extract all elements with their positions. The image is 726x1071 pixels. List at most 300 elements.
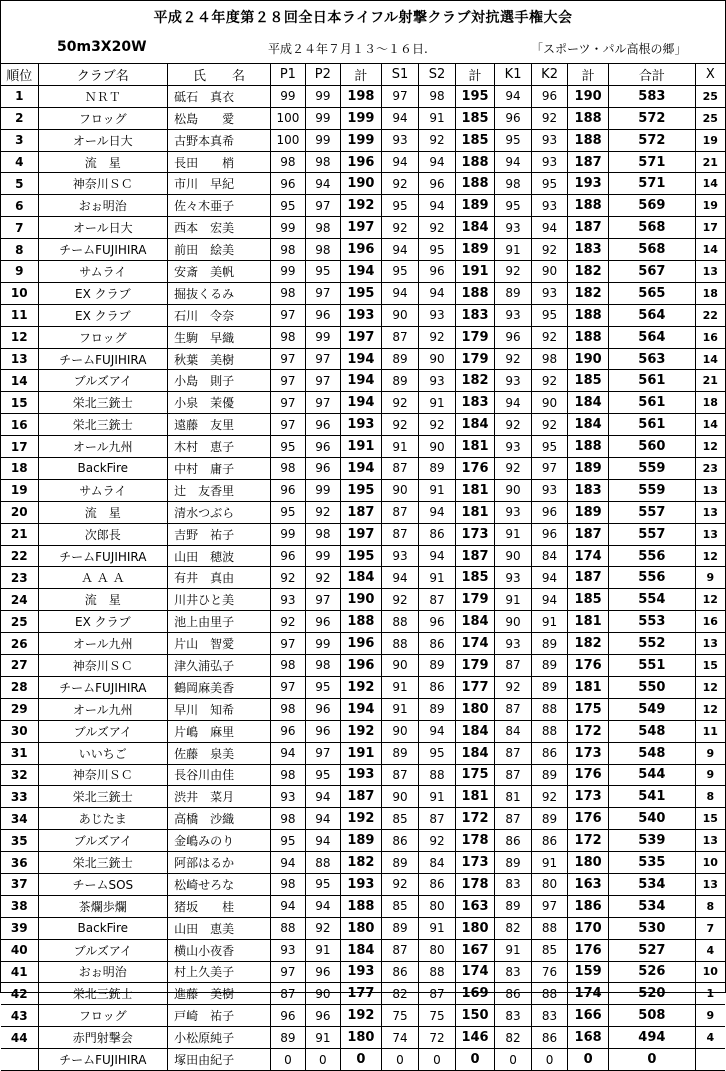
cell-s1: 82	[381, 983, 418, 1005]
cell-k2: 90	[532, 261, 568, 283]
cell-s2: 86	[418, 633, 455, 655]
cell-name: 吉野 祐子	[168, 523, 271, 545]
cell-k2: 88	[532, 698, 568, 720]
cell-s2: 93	[418, 304, 455, 326]
table-row	[1, 151, 725, 173]
cell-s-total: 150	[455, 1005, 494, 1027]
col-x: X	[695, 64, 725, 86]
cell-k-total: 182	[568, 261, 609, 283]
cell-name: 渋井 菜月	[168, 786, 271, 808]
cell-s-total: 185	[455, 567, 494, 589]
cell-name: 長田 梢	[168, 151, 271, 173]
cell-p1: 93	[270, 589, 305, 611]
cell-p1: 97	[270, 370, 305, 392]
cell-s-total: 184	[455, 611, 494, 633]
table-row	[1, 873, 725, 895]
results-table	[1, 63, 725, 1071]
cell-rank: 22	[1, 545, 38, 567]
cell-k-total: 188	[568, 107, 609, 129]
cell-k2: 88	[532, 983, 568, 1005]
cell-s2: 89	[418, 698, 455, 720]
cell-s-total: 175	[455, 764, 494, 786]
cell-s1: 87	[381, 458, 418, 480]
cell-s2: 91	[418, 392, 455, 414]
cell-club: 栄北三銃士	[38, 852, 168, 874]
cell-rank: 23	[1, 567, 38, 589]
cell-s-total: 188	[455, 173, 494, 195]
cell-grand-total: 530	[609, 917, 695, 939]
table-row	[1, 545, 725, 567]
cell-p1: 96	[270, 545, 305, 567]
cell-p2: 95	[305, 873, 340, 895]
cell-rank: 33	[1, 786, 38, 808]
table-row	[1, 392, 725, 414]
table-row	[1, 1005, 725, 1027]
cell-k-total: 182	[568, 282, 609, 304]
cell-club: おぉ明治	[38, 195, 168, 217]
cell-k-total: 168	[568, 1027, 609, 1049]
cell-p2: 96	[305, 304, 340, 326]
cell-name: 進藤 美樹	[168, 983, 271, 1005]
cell-x: 8	[695, 895, 725, 917]
cell-club: 茶爛歩爛	[38, 895, 168, 917]
cell-p-total: 194	[340, 458, 381, 480]
cell-s-total: 181	[455, 436, 494, 458]
cell-s1: 85	[381, 895, 418, 917]
cell-s1: 88	[381, 633, 418, 655]
table-row	[1, 217, 725, 239]
cell-s-total: 180	[455, 917, 494, 939]
cell-name: 生駒 早織	[168, 326, 271, 348]
cell-k1: 95	[495, 195, 532, 217]
cell-s1: 90	[381, 655, 418, 677]
cell-x: 13	[695, 633, 725, 655]
cell-s2: 89	[418, 655, 455, 677]
cell-s1: 87	[381, 501, 418, 523]
table-row	[1, 195, 725, 217]
table-row	[1, 655, 725, 677]
cell-s-total: 183	[455, 304, 494, 326]
cell-k2: 93	[532, 129, 568, 151]
cell-k2: 84	[532, 545, 568, 567]
cell-p-total: 193	[340, 764, 381, 786]
cell-s2: 87	[418, 808, 455, 830]
cell-name: 安斎 美帆	[168, 261, 271, 283]
cell-k-total: 187	[568, 567, 609, 589]
cell-p-total: 194	[340, 261, 381, 283]
cell-p1: 95	[270, 195, 305, 217]
cell-k-total: 176	[568, 939, 609, 961]
cell-s2: 92	[418, 326, 455, 348]
cell-k2: 95	[532, 304, 568, 326]
cell-s2: 87	[418, 589, 455, 611]
cell-s-total: 189	[455, 195, 494, 217]
cell-k1: 82	[495, 1027, 532, 1049]
cell-p1: 97	[270, 414, 305, 436]
table-row	[1, 764, 725, 786]
table-row	[1, 501, 725, 523]
cell-s2: 92	[418, 129, 455, 151]
cell-club: サムライ	[38, 261, 168, 283]
cell-s-total: 180	[455, 698, 494, 720]
cell-p1: 96	[270, 479, 305, 501]
cell-p2: 99	[305, 85, 340, 107]
cell-s-total: 181	[455, 786, 494, 808]
cell-k-total: 170	[568, 917, 609, 939]
cell-club: チームFUJIHIRA	[38, 676, 168, 698]
cell-p-total: 195	[340, 545, 381, 567]
cell-k-total: 175	[568, 698, 609, 720]
col-p1: P1	[270, 64, 305, 86]
cell-p1: 88	[270, 917, 305, 939]
cell-s2: 75	[418, 1005, 455, 1027]
cell-x: 18	[695, 392, 725, 414]
cell-rank: 1	[1, 85, 38, 107]
cell-k1: 81	[495, 786, 532, 808]
cell-p2: 92	[305, 567, 340, 589]
cell-x: 16	[695, 611, 725, 633]
cell-p1: 93	[270, 786, 305, 808]
cell-p1: 96	[270, 720, 305, 742]
cell-s1: 92	[381, 392, 418, 414]
cell-p1: 87	[270, 983, 305, 1005]
cell-s1: 89	[381, 348, 418, 370]
cell-club: 赤門射撃会	[38, 1027, 168, 1049]
cell-k2: 95	[532, 173, 568, 195]
cell-x: 14	[695, 348, 725, 370]
cell-k-total: 172	[568, 720, 609, 742]
cell-name: 松崎せろな	[168, 873, 271, 895]
cell-s-total: 182	[455, 370, 494, 392]
cell-k1: 94	[495, 151, 532, 173]
cell-rank: 20	[1, 501, 38, 523]
cell-s1: 74	[381, 1027, 418, 1049]
cell-p2: 98	[305, 151, 340, 173]
cell-k2: 96	[532, 85, 568, 107]
cell-p1: 89	[270, 1027, 305, 1049]
table-row	[1, 895, 725, 917]
cell-s-total: 167	[455, 939, 494, 961]
cell-p2: 96	[305, 720, 340, 742]
cell-name: 前田 絵美	[168, 239, 271, 261]
cell-s-total: 179	[455, 326, 494, 348]
cell-k2: 86	[532, 742, 568, 764]
cell-k1: 87	[495, 655, 532, 677]
cell-club: Ａ Ａ Ａ	[38, 567, 168, 589]
cell-x: 25	[695, 85, 725, 107]
cell-s-total: 187	[455, 545, 494, 567]
cell-k2: 91	[532, 852, 568, 874]
cell-club: 栄北三銃士	[38, 392, 168, 414]
table-row	[1, 85, 725, 107]
cell-p1: 98	[270, 151, 305, 173]
cell-name: 早川 知希	[168, 698, 271, 720]
cell-s1: 92	[381, 414, 418, 436]
cell-grand-total: 564	[609, 304, 695, 326]
cell-s1: 94	[381, 107, 418, 129]
cell-s-total: 184	[455, 720, 494, 742]
cell-rank: 31	[1, 742, 38, 764]
cell-s-total: 185	[455, 129, 494, 151]
cell-k1: 86	[495, 983, 532, 1005]
cell-club: 栄北三銃士	[38, 983, 168, 1005]
cell-grand-total: 561	[609, 414, 695, 436]
cell-p-total: 199	[340, 129, 381, 151]
cell-p-total: 191	[340, 742, 381, 764]
cell-rank	[1, 1049, 38, 1071]
cell-x: 12	[695, 676, 725, 698]
cell-x: 22	[695, 304, 725, 326]
cell-k2: 92	[532, 370, 568, 392]
cell-rank: 41	[1, 961, 38, 983]
cell-grand-total: 568	[609, 217, 695, 239]
cell-s2: 92	[418, 414, 455, 436]
cell-s1: 75	[381, 1005, 418, 1027]
cell-rank: 40	[1, 939, 38, 961]
cell-club: オール九州	[38, 633, 168, 655]
cell-club: オール日大	[38, 217, 168, 239]
cell-k-total: 193	[568, 173, 609, 195]
cell-s1: 92	[381, 173, 418, 195]
cell-p2: 97	[305, 348, 340, 370]
cell-rank: 3	[1, 129, 38, 151]
cell-k2: 86	[532, 830, 568, 852]
cell-k-total: 188	[568, 326, 609, 348]
cell-name: 市川 早紀	[168, 173, 271, 195]
cell-k-total: 189	[568, 458, 609, 480]
cell-p-total: 188	[340, 895, 381, 917]
table-row	[1, 786, 725, 808]
cell-s-total: 179	[455, 589, 494, 611]
cell-rank: 7	[1, 217, 38, 239]
cell-grand-total: 567	[609, 261, 695, 283]
cell-x: 13	[695, 873, 725, 895]
cell-s1: 91	[381, 436, 418, 458]
cell-s1: 86	[381, 830, 418, 852]
cell-p-total: 188	[340, 611, 381, 633]
cell-rank: 11	[1, 304, 38, 326]
cell-club: フロッグ	[38, 326, 168, 348]
cell-club: いいちご	[38, 742, 168, 764]
cell-k1: 98	[495, 173, 532, 195]
cell-p2: 99	[305, 633, 340, 655]
cell-p1: 97	[270, 676, 305, 698]
cell-x	[695, 1049, 725, 1071]
cell-s1: 92	[381, 589, 418, 611]
cell-k1: 91	[495, 589, 532, 611]
cell-s2: 88	[418, 764, 455, 786]
cell-x: 9	[695, 742, 725, 764]
cell-rank: 35	[1, 830, 38, 852]
cell-x: 8	[695, 786, 725, 808]
cell-k-total: 184	[568, 392, 609, 414]
cell-p2: 94	[305, 830, 340, 852]
cell-s-total: 0	[455, 1049, 494, 1071]
cell-s2: 84	[418, 852, 455, 874]
cell-k-total: 181	[568, 611, 609, 633]
cell-s1: 87	[381, 764, 418, 786]
cell-p1: 98	[270, 326, 305, 348]
col-club: クラブ名	[38, 64, 168, 86]
cell-p1: 95	[270, 501, 305, 523]
cell-s1: 91	[381, 676, 418, 698]
cell-club: 流 星	[38, 501, 168, 523]
cell-s2: 88	[418, 961, 455, 983]
cell-k1: 90	[495, 545, 532, 567]
cell-grand-total: 557	[609, 523, 695, 545]
cell-s-total: 188	[455, 282, 494, 304]
cell-club: オール九州	[38, 698, 168, 720]
cell-s-total: 188	[455, 151, 494, 173]
cell-p-total: 184	[340, 567, 381, 589]
cell-s2: 94	[418, 195, 455, 217]
cell-s1: 0	[381, 1049, 418, 1071]
cell-p-total: 177	[340, 983, 381, 1005]
cell-p-total: 194	[340, 370, 381, 392]
cell-p-total: 199	[340, 107, 381, 129]
cell-club: BackFire	[38, 917, 168, 939]
cell-p1: 93	[270, 939, 305, 961]
cell-rank: 28	[1, 676, 38, 698]
cell-club: チームFUJIHIRA	[38, 545, 168, 567]
cell-rank: 19	[1, 479, 38, 501]
cell-club: 栄北三銃士	[38, 414, 168, 436]
cell-p2: 88	[305, 852, 340, 874]
cell-grand-total: 548	[609, 720, 695, 742]
cell-rank: 16	[1, 414, 38, 436]
cell-name: 辻 友香里	[168, 479, 271, 501]
cell-club: ブルズアイ	[38, 939, 168, 961]
cell-k1: 0	[495, 1049, 532, 1071]
cell-p2: 94	[305, 895, 340, 917]
cell-s2: 94	[418, 501, 455, 523]
cell-p-total: 192	[340, 1005, 381, 1027]
cell-name: 松島 愛	[168, 107, 271, 129]
cell-k-total: 0	[568, 1049, 609, 1071]
cell-p1: 98	[270, 764, 305, 786]
cell-p1: 100	[270, 107, 305, 129]
cell-p-total: 0	[340, 1049, 381, 1071]
cell-club: EX クラブ	[38, 611, 168, 633]
cell-k-total: 181	[568, 676, 609, 698]
table-row	[1, 589, 725, 611]
cell-x: 10	[695, 961, 725, 983]
cell-k1: 83	[495, 1005, 532, 1027]
cell-rank: 2	[1, 107, 38, 129]
cell-p-total: 182	[340, 852, 381, 874]
cell-s-total: 184	[455, 217, 494, 239]
cell-k2: 83	[532, 1005, 568, 1027]
cell-name: 横山小夜香	[168, 939, 271, 961]
cell-rank: 13	[1, 348, 38, 370]
cell-grand-total: 572	[609, 129, 695, 151]
cell-x: 12	[695, 436, 725, 458]
cell-k-total: 174	[568, 545, 609, 567]
cell-k-total: 176	[568, 764, 609, 786]
cell-p-total: 196	[340, 239, 381, 261]
cell-grand-total: 548	[609, 742, 695, 764]
cell-k-total: 190	[568, 85, 609, 107]
cell-k-total: 188	[568, 129, 609, 151]
cell-name: 鶴岡麻美香	[168, 676, 271, 698]
cell-club: EX クラブ	[38, 304, 168, 326]
cell-name: 山田 恵美	[168, 917, 271, 939]
table-row	[1, 961, 725, 983]
col-name: 氏 名	[168, 64, 271, 86]
cell-s2: 87	[418, 983, 455, 1005]
cell-p2: 99	[305, 129, 340, 151]
cell-club: 栄北三銃士	[38, 786, 168, 808]
cell-rank: 29	[1, 698, 38, 720]
table-row	[1, 107, 725, 129]
cell-x: 17	[695, 217, 725, 239]
cell-k2: 92	[532, 326, 568, 348]
cell-k1: 89	[495, 895, 532, 917]
cell-p1: 98	[270, 458, 305, 480]
event-label: 50m3X20W	[57, 39, 147, 55]
cell-p-total: 192	[340, 195, 381, 217]
cell-p-total: 192	[340, 808, 381, 830]
cell-k1: 90	[495, 479, 532, 501]
cell-grand-total: 560	[609, 436, 695, 458]
table-row	[1, 414, 725, 436]
cell-rank: 42	[1, 983, 38, 1005]
cell-k2: 80	[532, 873, 568, 895]
cell-p2: 97	[305, 370, 340, 392]
col-s2: S2	[418, 64, 455, 86]
cell-p1: 95	[270, 830, 305, 852]
cell-x: 15	[695, 808, 725, 830]
col-rank: 順位	[1, 64, 38, 86]
cell-name: 高橋 沙織	[168, 808, 271, 830]
cell-p2: 90	[305, 983, 340, 1005]
cell-club: チームFUJIHIRA	[38, 239, 168, 261]
cell-k1: 83	[495, 873, 532, 895]
cell-k-total: 190	[568, 348, 609, 370]
cell-club: EX クラブ	[38, 282, 168, 304]
cell-s-total: 163	[455, 895, 494, 917]
cell-name: 秋葉 美樹	[168, 348, 271, 370]
cell-p-total: 191	[340, 436, 381, 458]
cell-s1: 90	[381, 479, 418, 501]
cell-x: 14	[695, 239, 725, 261]
cell-k-total: 183	[568, 479, 609, 501]
cell-s-total: 181	[455, 501, 494, 523]
cell-s-total: 172	[455, 808, 494, 830]
cell-k2: 76	[532, 961, 568, 983]
cell-p2: 94	[305, 173, 340, 195]
cell-rank: 15	[1, 392, 38, 414]
cell-x: 25	[695, 107, 725, 129]
cell-p-total: 190	[340, 173, 381, 195]
col-s-total: 計	[455, 64, 494, 86]
cell-k2: 92	[532, 239, 568, 261]
cell-x: 4	[695, 1027, 725, 1049]
cell-s2: 90	[418, 436, 455, 458]
cell-p2: 97	[305, 195, 340, 217]
cell-club: 次郎長	[38, 523, 168, 545]
cell-p-total: 194	[340, 392, 381, 414]
cell-x: 15	[695, 655, 725, 677]
cell-rank: 21	[1, 523, 38, 545]
cell-k-total: 188	[568, 304, 609, 326]
cell-k1: 87	[495, 742, 532, 764]
header-row	[1, 64, 725, 86]
cell-grand-total: 559	[609, 479, 695, 501]
cell-s-total: 169	[455, 983, 494, 1005]
cell-p1: 100	[270, 129, 305, 151]
cell-s2: 90	[418, 348, 455, 370]
